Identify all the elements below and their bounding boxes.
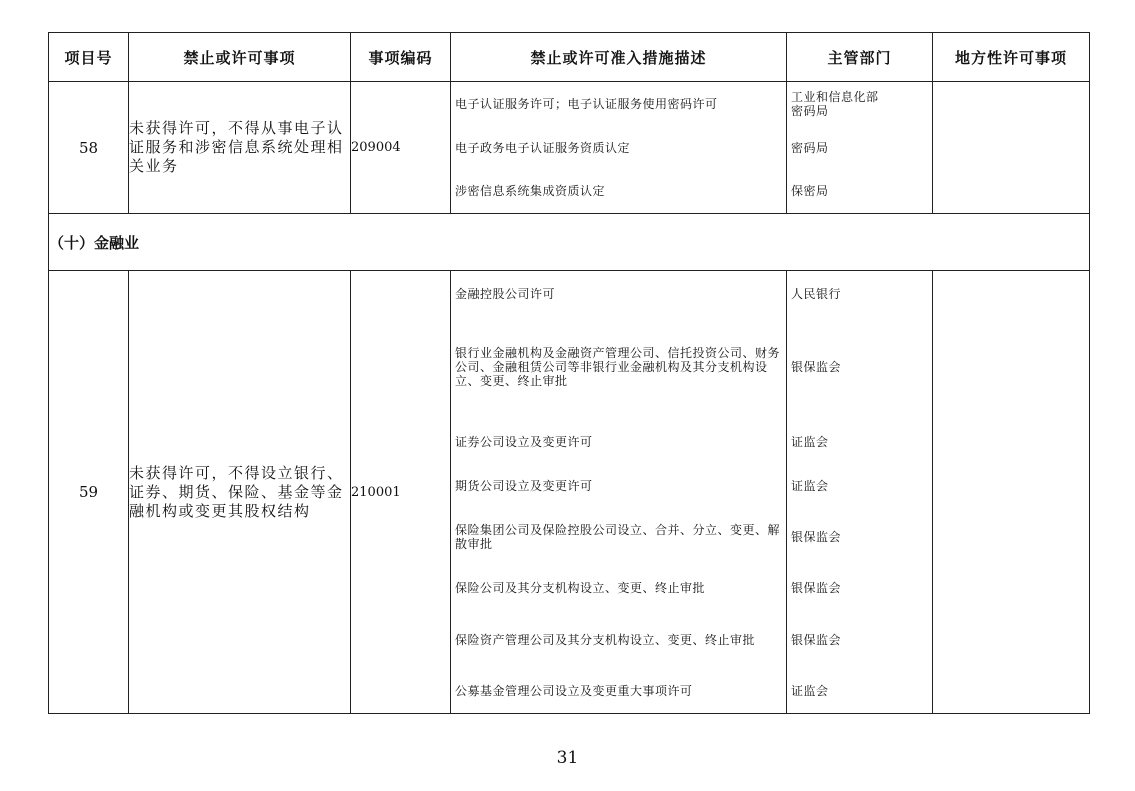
header-item-no: 项目号: [49, 33, 129, 82]
permit-table: [48, 32, 1090, 714]
department: 银保监会: [791, 529, 842, 544]
department: 银保监会: [791, 360, 842, 374]
table-row-59: [49, 271, 1090, 714]
measure-desc: 电子政务电子认证服务资质认定: [455, 140, 631, 155]
item-no: 59: [49, 271, 129, 714]
header-item-name: 禁止或许可事项: [129, 33, 351, 82]
department: 工业和信息化部 密码局: [791, 90, 879, 118]
category-row: [49, 214, 1090, 271]
local-permit: [933, 82, 1090, 214]
measure-desc: 保险集团公司及保险控股公司设立、合并、分立、变更、解散审批: [455, 522, 781, 551]
department: 证监会: [791, 434, 829, 449]
measure-desc: 期货公司设立及变更许可: [455, 479, 593, 493]
department: 银保监会: [791, 632, 842, 647]
measure-desc: 公募基金管理公司设立及变更重大事项许可: [455, 684, 693, 698]
department: 密码局: [791, 140, 829, 155]
header-local-permit: 地方性许可事项: [933, 33, 1090, 82]
measure-desc-list: [451, 82, 787, 214]
measure-desc: 保险公司及其分支机构设立、变更、终止审批: [455, 581, 706, 595]
measure-desc: 保险资产管理公司及其分支机构设立、变更、终止审批: [455, 632, 756, 647]
header-measure-desc: 禁止或许可准入措施描述: [451, 33, 787, 82]
department: 证监会: [791, 479, 829, 493]
measure-desc: 证券公司设立及变更许可: [455, 434, 593, 449]
measure-desc: 银行业金融机构及金融资产管理公司、信托投资公司、财务公司、金融租赁公司等非银行业金融机构及其分支机构设立、变更、终止审批: [455, 346, 781, 388]
department: 证监会: [791, 684, 829, 698]
department: 保密局: [791, 184, 829, 198]
department-list: [787, 82, 933, 214]
header-department: 主管部门: [787, 33, 933, 82]
header-row: [49, 33, 1090, 82]
header-item-code: 事项编码: [351, 33, 451, 82]
item-code: 210001: [351, 271, 451, 714]
department: 人民银行: [791, 286, 842, 301]
department: 银保监会: [791, 581, 842, 595]
measure-desc: 金融控股公司许可: [455, 286, 556, 301]
measure-desc: 涉密信息系统集成资质认定: [455, 184, 606, 198]
category-title: （十）金融业: [49, 214, 1090, 271]
item-no: 58: [49, 82, 129, 214]
department-list: [787, 271, 933, 714]
local-permit: [933, 271, 1090, 714]
page-number: 31: [556, 748, 579, 768]
measure-desc: 电子认证服务许可；电子认证服务使用密码许可: [455, 97, 718, 111]
item-name: 未获得许可，不得设立银行、证券、期货、保险、基金等金融机构或变更其股权结构: [129, 271, 351, 714]
table-row-58: [49, 82, 1090, 214]
item-name: 未获得许可，不得从事电子认证服务和涉密信息系统处理相关业务: [129, 82, 351, 214]
measure-desc-list: [451, 271, 787, 714]
item-code: 209004: [351, 82, 451, 214]
